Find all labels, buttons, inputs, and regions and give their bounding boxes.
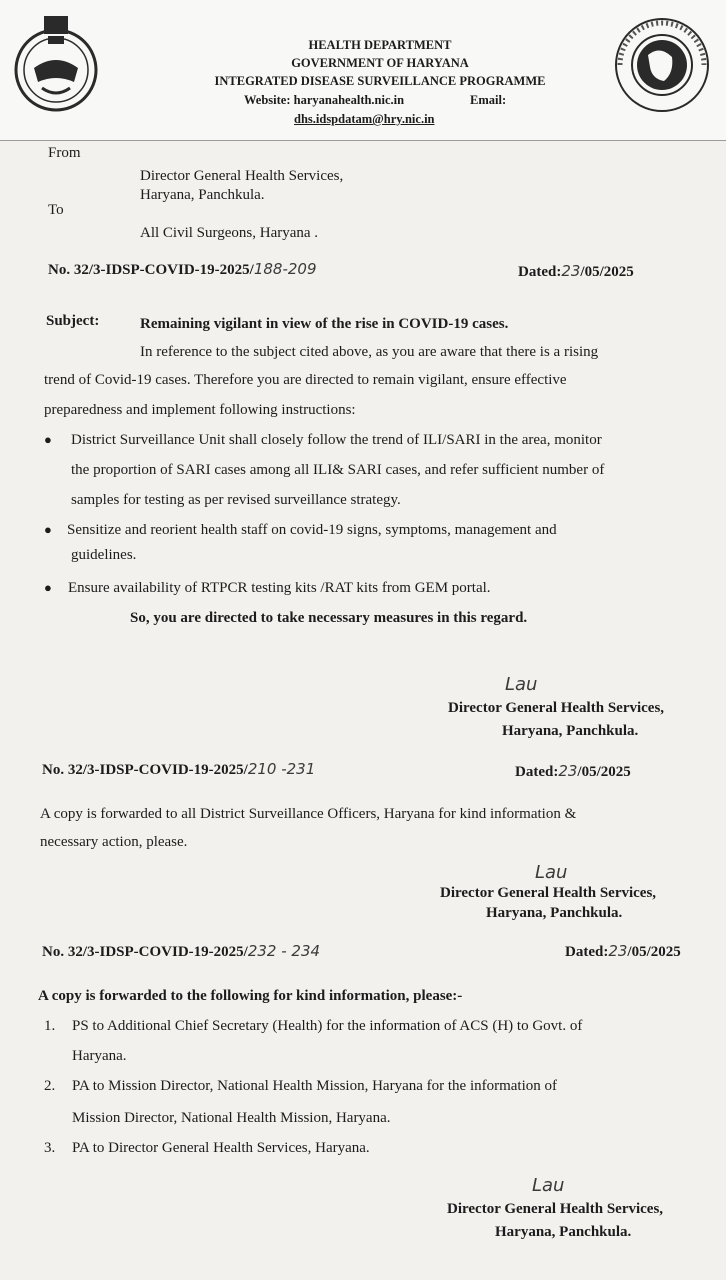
- list-number: 3.: [44, 1140, 56, 1156]
- ref-date-1: Dated:23/05/2025: [518, 262, 634, 280]
- body-line: trend of Covid-19 cases. Therefore you are directed to remain vigilant, ensure effective: [44, 372, 567, 388]
- signatory-title: Director General Health Services,: [447, 1201, 664, 1217]
- website-text[interactable]: Website: haryanahealth.nic.in: [244, 93, 405, 107]
- bullet-icon: ●: [44, 432, 52, 447]
- list-item-text: PA to Director General Health Services, Haryana.: [72, 1140, 370, 1156]
- subject-text: Remaining vigilant in view of the rise in COVID-19 cases.: [140, 316, 509, 332]
- programme-title: INTEGRATED DISEASE SURVEILLANCE PROGRAMME: [214, 74, 546, 88]
- ref-number-2: No. 32/3-IDSP-COVID-19-2025/210 -231: [42, 760, 316, 778]
- signatory-title: Director General Health Services,: [448, 700, 665, 716]
- list-item-text: Mission Director, National Health Mission, Haryana.: [72, 1110, 391, 1126]
- bullet-text: guidelines.: [71, 547, 137, 563]
- bullet-icon: ●: [44, 580, 52, 595]
- signature-mark: Lau: [535, 862, 568, 883]
- subject-label: Subject:: [46, 313, 100, 329]
- from-place: Haryana, Panchkula.: [140, 187, 265, 203]
- email-link[interactable]: dhs.idspdatam@hry.nic.in: [294, 112, 435, 126]
- ref-number-1: No. 32/3-IDSP-COVID-19-2025/188-209: [48, 260, 317, 278]
- signature-mark: Lau: [532, 1175, 565, 1196]
- signatory-place: Haryana, Panchkula.: [495, 1224, 632, 1240]
- letterhead-divider: [0, 140, 726, 141]
- list-number: 1.: [44, 1018, 56, 1034]
- closing-text: So, you are directed to take necessary measures in this regard.: [130, 610, 528, 626]
- bullet-text: the proportion of SARI cases among all ILI& SARI cases, and refer sufficient number of: [71, 462, 605, 478]
- from-label: From: [48, 145, 81, 161]
- to-value: All Civil Surgeons, Haryana .: [140, 225, 319, 241]
- signatory-place: Haryana, Panchkula.: [486, 905, 623, 921]
- copy-line: necessary action, please.: [40, 834, 188, 850]
- signatory-title: Director General Health Services,: [440, 885, 657, 901]
- list-item-text: PS to Additional Chief Secretary (Health) for the information of ACS (H) to Govt. of: [72, 1018, 583, 1034]
- body-line: In reference to the subject cited above, as you are aware that there is a rising: [140, 344, 599, 360]
- copy-line: A copy is forwarded to all District Surveillance Officers, Haryana for kind information &: [40, 806, 577, 822]
- ref-date-3: Dated:23/05/2025: [565, 942, 681, 960]
- list-number: 2.: [44, 1078, 56, 1094]
- ref-date-2: Dated:23/05/2025: [515, 762, 631, 780]
- list-item-text: PA to Mission Director, National Health Mission, Haryana for the information of: [72, 1078, 558, 1094]
- dept-title: HEALTH DEPARTMENT: [308, 38, 452, 52]
- idsp-logo: [612, 15, 712, 115]
- ref-number-3: No. 32/3-IDSP-COVID-19-2025/232 - 234: [42, 942, 321, 960]
- to-label: To: [48, 202, 64, 218]
- bullet-text: samples for testing as per revised surveillance strategy.: [71, 492, 401, 508]
- email-label: Email:: [470, 93, 507, 107]
- list-item-text: Haryana.: [72, 1048, 127, 1064]
- signatory-place: Haryana, Panchkula.: [502, 723, 639, 739]
- bullet-text: Ensure availability of RTPCR testing kits /RAT kits from GEM portal.: [68, 580, 491, 596]
- haryana-emblem-logo: [8, 12, 104, 112]
- bullet-text: Sensitize and reorient health staff on covid-19 signs, symptoms, management and: [67, 522, 557, 538]
- bullet-text: District Surveillance Unit shall closely follow the trend of ILI/SARI in the area, monitor: [71, 432, 602, 448]
- copy-heading: A copy is forwarded to the following for kind information, please:-: [38, 988, 463, 1004]
- from-name: Director General Health Services,: [140, 168, 344, 184]
- signature-mark: Lau: [505, 674, 538, 695]
- bullet-icon: ●: [44, 522, 52, 537]
- govt-title: GOVERNMENT OF HARYANA: [291, 56, 469, 70]
- body-line: preparedness and implement following instructions:: [44, 402, 356, 418]
